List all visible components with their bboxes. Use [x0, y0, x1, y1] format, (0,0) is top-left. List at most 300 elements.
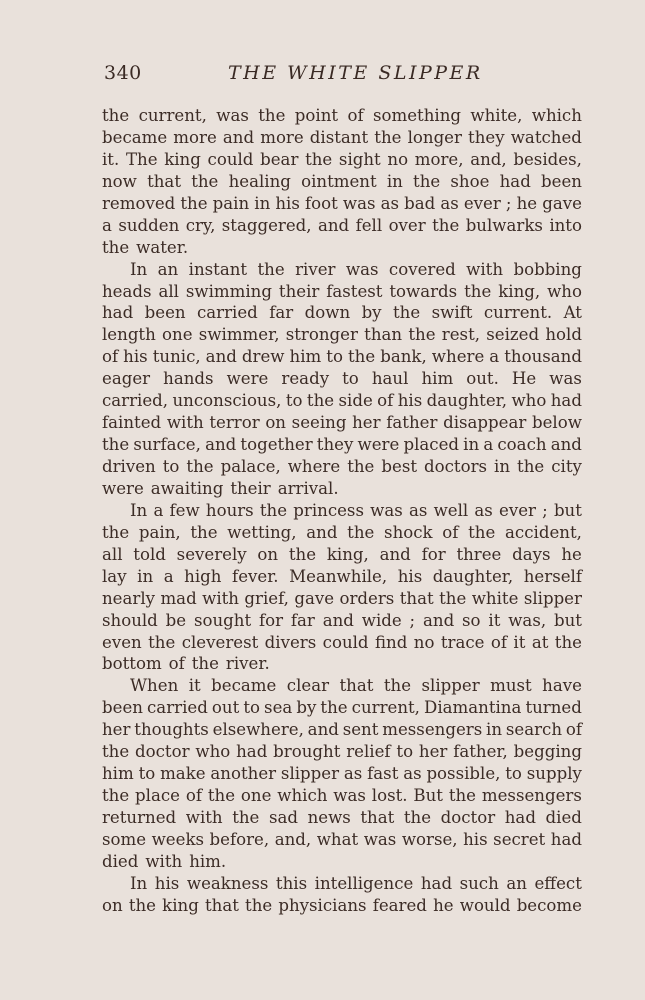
word: of	[490, 632, 508, 652]
text-line	[102, 851, 582, 873]
word: terror	[209, 413, 260, 433]
word: have	[542, 676, 582, 696]
word: was	[216, 106, 249, 125]
word: foot	[304, 193, 338, 213]
word: palace,	[220, 457, 281, 476]
text-line	[102, 741, 582, 763]
word: few	[169, 500, 200, 520]
text-line	[102, 324, 582, 346]
body-text	[102, 105, 582, 917]
word: with	[185, 808, 223, 827]
word: disappear	[443, 413, 527, 433]
word: her	[352, 413, 381, 433]
text-line	[102, 368, 582, 390]
word: brought	[273, 742, 341, 762]
word: a	[163, 566, 174, 586]
word: The	[125, 149, 158, 169]
word: he	[433, 895, 454, 915]
word: sad	[268, 808, 298, 827]
word: instant	[188, 259, 248, 279]
word: the	[320, 698, 348, 718]
word: been	[102, 698, 143, 718]
running-head	[104, 62, 582, 90]
text-line	[102, 105, 582, 127]
word: be	[165, 610, 187, 630]
word: river.	[225, 654, 270, 674]
word: king	[164, 149, 201, 169]
text-line	[102, 610, 582, 632]
word: sudden	[118, 215, 180, 235]
word: far	[290, 610, 315, 630]
word: hands	[163, 369, 214, 389]
word: towards	[389, 281, 458, 301]
word: became	[211, 676, 277, 696]
word: should	[102, 610, 158, 630]
word: daughter,	[426, 391, 508, 411]
text-line	[102, 193, 582, 215]
word: far	[269, 303, 294, 323]
word: him	[289, 347, 322, 367]
word: some	[102, 829, 147, 849]
word: father	[386, 413, 438, 433]
word: him	[421, 369, 454, 389]
word: his	[154, 873, 180, 893]
text-line	[102, 500, 582, 522]
word: that	[204, 895, 239, 915]
word: secret	[493, 829, 546, 849]
word: He	[511, 369, 537, 389]
word: fastest	[326, 281, 383, 301]
word: no	[413, 632, 435, 652]
word: her	[102, 720, 131, 740]
text-line	[102, 127, 582, 149]
text-line	[102, 478, 582, 500]
text-line	[102, 785, 582, 807]
word: by	[296, 698, 317, 718]
word: had	[504, 808, 536, 827]
word: could	[322, 632, 369, 652]
word: haul	[371, 369, 409, 389]
word: was	[363, 829, 397, 849]
word: died	[545, 808, 582, 827]
word: him	[102, 764, 134, 784]
word: doctor	[440, 808, 496, 827]
word: water.	[136, 237, 189, 257]
word: out.	[466, 369, 499, 389]
word: who	[547, 281, 582, 301]
word: king	[162, 895, 199, 915]
word: the	[191, 171, 219, 191]
word: well	[433, 500, 469, 520]
word: weakness	[186, 873, 269, 893]
word: sent	[342, 720, 379, 740]
word: with	[166, 413, 204, 433]
text-line	[102, 281, 582, 303]
word: besides,	[513, 149, 582, 169]
text-line	[102, 697, 582, 719]
word: their	[278, 281, 320, 301]
word: and	[422, 610, 455, 630]
word: bad	[404, 193, 436, 213]
word: feared	[372, 895, 427, 915]
word: by	[361, 303, 382, 323]
word: they	[316, 435, 354, 455]
word: wetting,	[227, 522, 297, 542]
word: seized	[486, 325, 540, 345]
word: doctors	[424, 457, 488, 476]
word: news	[307, 808, 351, 827]
word: all	[102, 544, 123, 564]
word: orders	[339, 588, 395, 608]
word: eager	[102, 369, 151, 389]
word: together	[240, 435, 313, 455]
word: river	[295, 259, 336, 279]
word: the	[232, 808, 260, 827]
word: became	[102, 127, 168, 147]
word: stronger	[285, 325, 358, 345]
word: ready	[281, 369, 330, 389]
word: that	[360, 808, 395, 827]
word: Diamantina	[424, 698, 522, 718]
word: fainted	[102, 413, 162, 433]
word: and	[317, 215, 350, 235]
word: daughter,	[432, 566, 514, 586]
word: as	[380, 193, 400, 213]
word: ever	[499, 500, 536, 520]
word: down	[304, 303, 351, 323]
word: physicians	[278, 895, 367, 915]
word: and	[550, 435, 582, 455]
word: bobbing	[513, 259, 582, 279]
word: that	[339, 676, 374, 696]
word: unconscious,	[172, 391, 282, 411]
word: his	[463, 829, 488, 849]
word: another	[210, 764, 277, 784]
word: as	[474, 500, 493, 520]
word: mad	[160, 588, 197, 608]
word: and,	[470, 149, 507, 169]
word: watched	[510, 127, 582, 147]
word: the	[306, 391, 335, 411]
word: the	[245, 895, 273, 915]
word: ;	[409, 610, 416, 630]
word: died	[102, 851, 139, 871]
word: accident,	[505, 522, 582, 542]
text-line	[102, 653, 582, 675]
word: possible,	[426, 764, 501, 784]
word: for	[421, 544, 446, 564]
word: weeks	[151, 829, 205, 849]
word: to	[285, 391, 303, 411]
word: a	[489, 347, 500, 367]
word: high	[184, 566, 222, 586]
word: doctor	[135, 742, 190, 762]
text-line	[102, 873, 582, 895]
word: the	[464, 281, 492, 301]
word: and	[322, 610, 354, 630]
word: find	[374, 632, 408, 652]
word: thoughts	[134, 720, 209, 740]
word: fast	[367, 764, 399, 784]
word: swimmer,	[198, 325, 280, 345]
word: been	[541, 171, 582, 191]
word: more,	[414, 149, 464, 169]
word: into	[549, 215, 582, 235]
word: was	[370, 500, 403, 520]
word: which	[531, 106, 582, 125]
word: on	[102, 895, 123, 915]
text-line	[102, 566, 582, 588]
word: one	[162, 325, 193, 345]
word: Meanwhile,	[289, 566, 388, 586]
word: the	[180, 193, 208, 213]
word: what	[316, 829, 359, 849]
word: the	[102, 522, 130, 542]
word: days	[512, 544, 551, 564]
word: but	[553, 500, 582, 520]
word: surface,	[133, 435, 201, 455]
word: the	[448, 786, 477, 806]
word: returned	[102, 808, 177, 827]
word: even	[102, 632, 142, 652]
word: But	[413, 786, 443, 806]
word: it	[513, 632, 526, 652]
word: heads	[102, 281, 152, 301]
word: carried,	[102, 391, 169, 411]
text-line	[102, 522, 582, 544]
word: current.	[483, 303, 553, 323]
word: princess	[293, 500, 364, 520]
word: pain,	[138, 522, 181, 542]
word: covered	[388, 259, 456, 279]
text-line	[102, 588, 582, 610]
word: it.	[102, 149, 120, 169]
word: and	[205, 347, 237, 367]
word: white,	[470, 106, 523, 125]
word: ;	[542, 500, 548, 520]
word: and	[307, 720, 339, 740]
text-line	[102, 259, 582, 281]
word: arrival.	[277, 478, 339, 498]
word: the	[257, 259, 285, 279]
word: with	[202, 588, 239, 608]
word: to	[326, 347, 343, 367]
word: the	[347, 522, 375, 542]
word: of	[168, 654, 185, 674]
word: slipper	[280, 764, 340, 784]
word: where	[287, 457, 341, 476]
word: were	[357, 435, 400, 455]
word: severely	[176, 544, 247, 564]
word: the	[554, 632, 582, 652]
word: drew	[241, 347, 285, 367]
word: intelligence	[314, 873, 414, 893]
word: this	[275, 873, 308, 893]
word: cry,	[185, 215, 216, 235]
word: and	[379, 544, 411, 564]
word: he	[516, 193, 538, 213]
word: rest,	[441, 325, 481, 345]
word: the	[348, 347, 376, 367]
word: and	[306, 522, 338, 542]
word: it	[488, 610, 501, 630]
word: place	[135, 786, 180, 806]
word: was	[345, 259, 379, 279]
text-line	[102, 171, 582, 193]
word: the	[102, 786, 130, 806]
word: the	[148, 632, 176, 652]
word: bank,	[380, 347, 427, 367]
word: would	[459, 895, 511, 915]
word: to	[162, 457, 180, 476]
word: become	[516, 895, 582, 915]
word: a	[483, 435, 494, 455]
word: thousand	[504, 347, 582, 367]
word: gave	[294, 588, 335, 608]
word: where	[431, 347, 485, 367]
text-line	[102, 456, 582, 478]
word: the	[347, 457, 375, 476]
word: tunic,	[152, 347, 201, 367]
word: supply	[526, 764, 582, 784]
word: to	[505, 764, 522, 784]
word: the	[191, 654, 219, 674]
word: make	[160, 764, 206, 784]
word: slipper	[421, 676, 480, 696]
word: best	[381, 457, 418, 476]
word: who	[511, 391, 547, 411]
word: and	[222, 127, 255, 147]
word: to	[342, 369, 359, 389]
word: sight	[338, 149, 381, 169]
word: his	[397, 566, 423, 586]
word: the	[102, 237, 130, 257]
word: before,	[209, 829, 270, 849]
word: the	[403, 808, 432, 827]
word: was	[342, 193, 376, 213]
text-line	[102, 302, 582, 324]
word: white	[471, 588, 519, 608]
word: in	[254, 193, 271, 213]
text-line	[102, 719, 582, 741]
word: sought	[193, 610, 252, 630]
word: had	[102, 303, 134, 323]
word: out	[211, 698, 240, 718]
word: sea	[264, 698, 293, 718]
word: been	[144, 303, 186, 323]
word: the	[190, 522, 218, 542]
word: on	[257, 544, 279, 564]
word: such	[459, 873, 499, 893]
text-line	[102, 895, 582, 917]
word: in	[494, 457, 511, 476]
word: shoe	[450, 171, 490, 191]
word: clear	[286, 676, 330, 696]
word: him.	[189, 851, 227, 871]
word: and	[205, 435, 237, 455]
word: more	[173, 127, 217, 147]
word: and,	[274, 829, 312, 849]
word: a	[102, 215, 112, 235]
word: were	[226, 369, 269, 389]
word: which	[277, 786, 328, 806]
word: When	[130, 676, 179, 696]
word: In	[130, 873, 148, 893]
word: that	[399, 588, 434, 608]
word: ointment	[301, 171, 377, 191]
word: ;	[505, 193, 512, 213]
text-line	[102, 215, 582, 237]
word: more	[260, 127, 304, 147]
word: bear	[260, 149, 299, 169]
word: pain	[212, 193, 250, 213]
word: for	[258, 610, 284, 630]
word: divers	[264, 632, 317, 652]
running-title: THE WHITE SLIPPER	[228, 62, 483, 84]
word: removed	[102, 193, 176, 213]
word: the	[383, 676, 412, 696]
word: the	[413, 171, 441, 191]
word: of	[377, 391, 394, 411]
word: grief,	[244, 588, 289, 608]
word: the	[432, 215, 460, 235]
word: his	[397, 391, 423, 411]
word: longer	[407, 127, 462, 147]
word: on	[265, 413, 286, 433]
text-line	[102, 807, 582, 829]
word: had	[420, 873, 453, 893]
word: the	[102, 106, 130, 125]
word: had	[550, 829, 582, 849]
word: to	[396, 742, 414, 762]
word: so	[462, 610, 481, 630]
word: the	[517, 457, 545, 476]
text-line	[102, 149, 582, 171]
text-line	[102, 675, 582, 697]
word: below	[531, 413, 582, 433]
word: At	[563, 303, 582, 323]
word: they	[468, 127, 505, 147]
word: seeing	[291, 413, 347, 433]
word: elsewhere,	[212, 720, 304, 740]
word: In	[130, 259, 148, 279]
word: bottom	[102, 654, 162, 674]
word: of	[442, 522, 459, 542]
word: cleverest	[181, 632, 259, 652]
word: fever.	[232, 566, 279, 586]
word: gave	[542, 193, 582, 213]
page-number: 340	[104, 62, 142, 84]
word: city	[551, 457, 582, 476]
word: with	[466, 259, 504, 279]
word: at	[531, 632, 549, 652]
word: side	[338, 391, 373, 411]
word: turned	[525, 698, 582, 718]
word: nearly	[102, 588, 156, 608]
word: begging	[513, 742, 582, 762]
text-line	[102, 434, 582, 456]
word: the	[207, 786, 236, 806]
word: awaiting	[150, 478, 224, 498]
word: relief	[346, 742, 391, 762]
word: as	[408, 500, 428, 520]
word: over	[388, 215, 426, 235]
word: the	[439, 588, 467, 608]
word: the	[259, 500, 288, 520]
word: their	[230, 478, 271, 498]
word: coach	[497, 435, 547, 455]
word: to	[243, 698, 260, 718]
